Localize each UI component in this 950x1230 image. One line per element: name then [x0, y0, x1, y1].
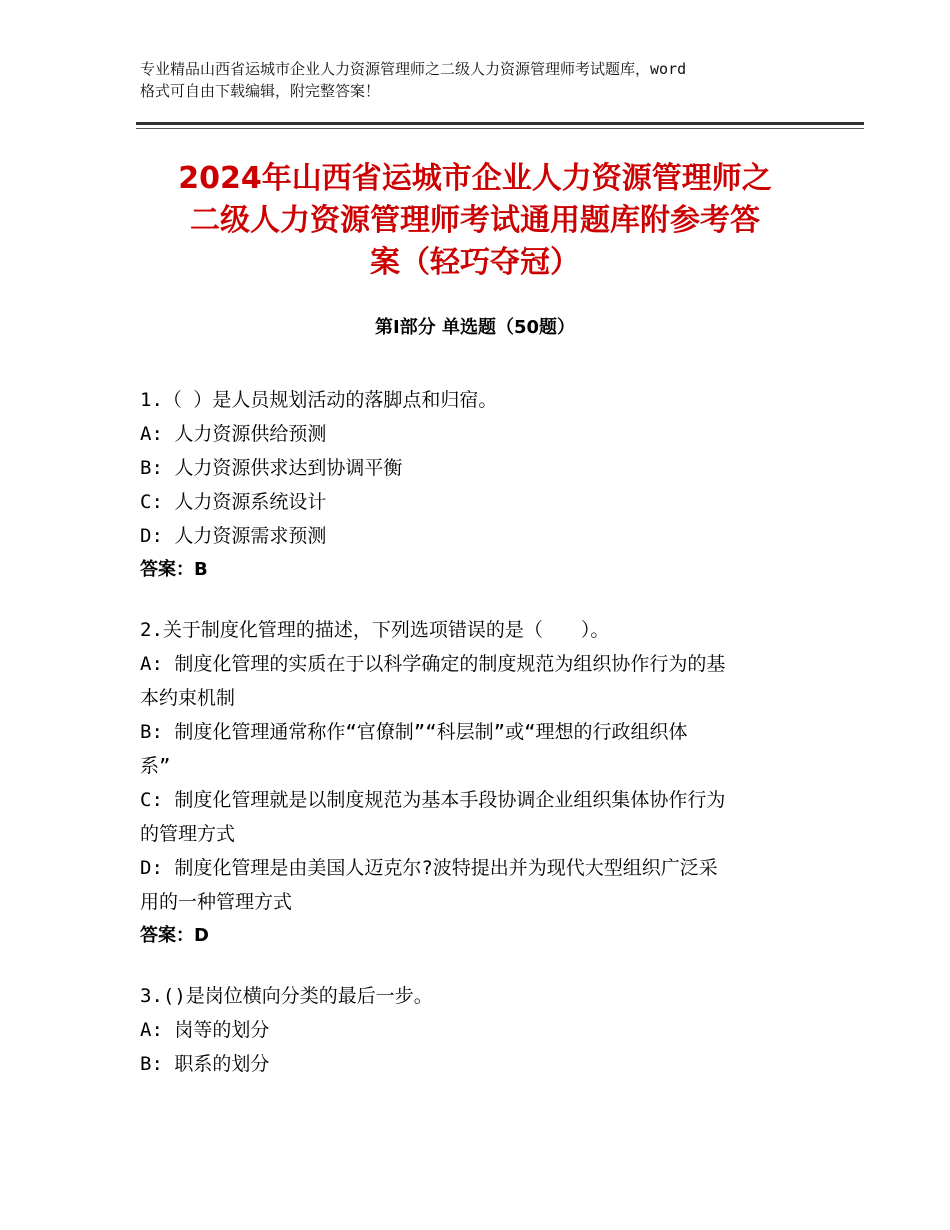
question-item: [140, 979, 812, 1081]
answer-option-line: A: 岗等的划分: [140, 1019, 270, 1041]
answer-option: [140, 417, 812, 451]
question-item: [140, 613, 812, 953]
answer-option-line: A: 人力资源供给预测: [140, 423, 327, 445]
question-list: [140, 383, 812, 1107]
answer-option-line: 用的一种管理方式: [140, 891, 293, 913]
document-title-line: 二级人力资源管理师考试通用题库附参考答: [190, 203, 760, 238]
answer-option: [140, 485, 812, 519]
answer-option: [140, 715, 812, 783]
answer-option-line: D: 人力资源需求预测: [140, 525, 327, 547]
answer-option: [140, 851, 812, 919]
answer-option: [140, 783, 812, 851]
answer-option-line: D: 制度化管理是由美国人迈克尔?波特提出并为现代大型组织广泛采: [140, 857, 718, 879]
answer-option: [140, 451, 812, 485]
question-stem: 3.()是岗位横向分类的最后一步。: [140, 985, 433, 1007]
question-stem: 1.（ ）是人员规划活动的落脚点和归宿。: [140, 389, 498, 411]
header-note-line: 专业精品山西省运城市企业人力资源管理师之二级人力资源管理师考试题库，word: [140, 60, 687, 78]
answer-option-line: 的管理方式: [140, 823, 236, 845]
header-note-line: 格式可自由下载编辑，附完整答案！: [140, 82, 381, 100]
answer-option-line: C: 人力资源系统设计: [140, 491, 327, 513]
document-title-line: 案（轻巧夺冠）: [370, 245, 580, 280]
question-item: [140, 383, 812, 587]
answer-key: 答案：B: [140, 559, 208, 580]
answer-option-line: B: 职系的划分: [140, 1053, 270, 1075]
header-divider-thick: [136, 122, 864, 125]
section-title: 第Ⅰ部分 单选题（50题）: [374, 317, 575, 338]
document-title-line: 2024年山西省运城市企业人力资源管理师之: [178, 161, 772, 196]
answer-option: [140, 1047, 812, 1081]
header-note: [140, 58, 820, 102]
answer-option-line: B: 人力资源供求达到协调平衡: [140, 457, 403, 479]
answer-key: 答案：D: [140, 925, 209, 946]
answer-option-line: C: 制度化管理就是以制度规范为基本手段协调企业组织集体协作行为: [140, 789, 726, 811]
answer-option: [140, 1013, 812, 1047]
answer-option-line: B: 制度化管理通常称作“官僚制”“科层制”或“理想的行政组织体: [140, 721, 688, 743]
answer-option-line: 系”: [140, 755, 171, 777]
answer-option-line: 本约束机制: [140, 687, 236, 709]
answer-option: [140, 519, 812, 553]
answer-option-line: A: 制度化管理的实质在于以科学确定的制度规范为组织协作行为的基: [140, 653, 726, 675]
document-title: [140, 158, 810, 284]
question-stem: 2.关于制度化管理的描述，下列选项错误的是（ ）。: [140, 619, 610, 641]
answer-option: [140, 647, 812, 715]
header-divider-thin: [136, 128, 864, 129]
